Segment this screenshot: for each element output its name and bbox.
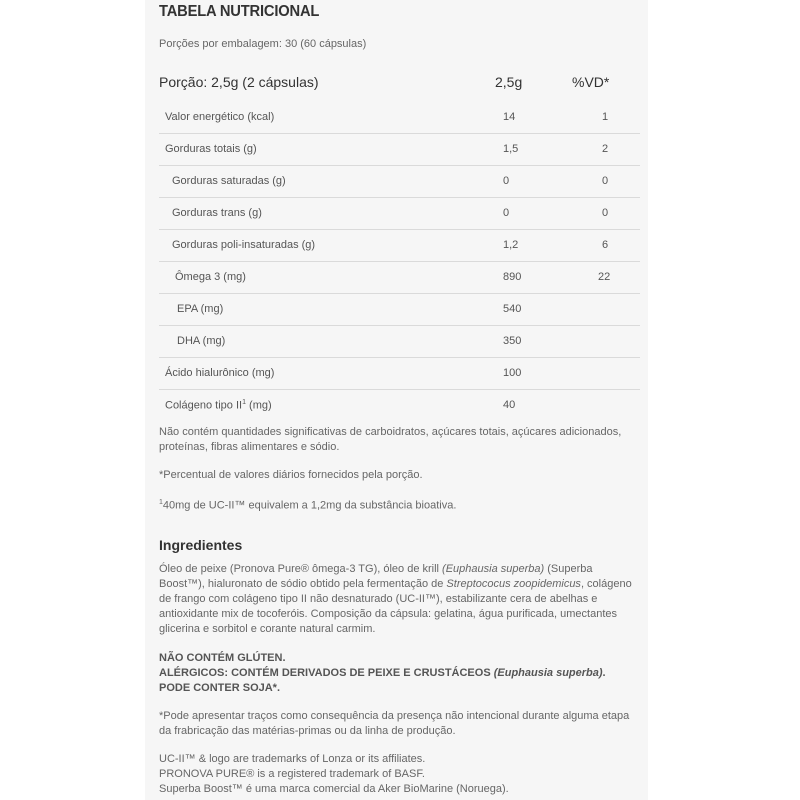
trademark-line: UC-II™ & logo are trademarks of Lonza or its affiliates. [159, 753, 426, 765]
nutrient-name: Gorduras saturadas (g) [172, 175, 286, 187]
nutrient-vd: 2 [602, 143, 609, 155]
nutrient-value: 100 [503, 367, 522, 379]
allergen-warning [159, 666, 637, 681]
table-row [159, 358, 640, 390]
nutrient-name: Gorduras poli-insaturadas (g) [172, 239, 316, 251]
nutrient-vd: 22 [598, 271, 611, 283]
nutrient-value: 1,5 [503, 143, 519, 155]
nutrient-vd: 1 [602, 111, 609, 123]
nutrient-vd: 0 [602, 175, 609, 187]
nutrient-vd: 0 [602, 207, 609, 219]
vd-header: %VD* [572, 74, 610, 90]
table-row [159, 230, 640, 262]
table-row [159, 134, 640, 166]
not-significant-note: Não contém quantidades significativas de carboidratos, açúcares totais, açúcares adicionados, proteínas, fibras alimentares e sódio. [159, 426, 622, 453]
table-row [159, 390, 640, 421]
table-row [159, 262, 640, 294]
ingredients-italic: Streptococus zoopidemicus [446, 578, 581, 590]
nutrient-name: Ácido hialurônico (mg) [165, 367, 275, 379]
trademark-line: Superba Boost™ é uma marca comercial da Aker BioMarine (Noruega). [159, 783, 509, 795]
trademarks [159, 752, 637, 797]
ingredients-part: , colágeno de frango com colágeno tipo II não desnaturado (UC-II™), estabilizante cera de abelhas e antioxidante mix de tocoferóis. Composição da cápsula: gelatina, água purificada, umectantes glicerina e sorbitol e corante natural carmim. [159, 578, 632, 635]
ingredients-part: (Superba Boost™), hialuronato de sódio obtido pela fermentação de [159, 563, 593, 590]
ingredients-text [159, 562, 637, 637]
allergen-italic: (Euphausia superba) [493, 667, 603, 679]
soy-warning: PODE CONTER SOJA*. [159, 682, 281, 694]
table-row [159, 102, 640, 134]
nutrient-value: 0 [503, 175, 510, 187]
nutrient-name: Gorduras totais (g) [165, 143, 257, 155]
portions-per-package: Porções por embalagem: 30 (60 cápsulas) [159, 38, 367, 50]
nutrient-name: Ômega 3 (mg) [175, 271, 246, 283]
nutrient-name: Gorduras trans (g) [172, 207, 262, 219]
portion-header: Porção: 2,5g (2 cápsulas) [159, 74, 319, 90]
nutrition-table [159, 102, 640, 421]
footnote [159, 495, 637, 514]
nutrient-value: 0 [503, 207, 510, 219]
nutrient-name [165, 399, 272, 412]
table-header [159, 74, 634, 94]
nutrient-value: 540 [503, 303, 522, 315]
nutrient-name: EPA (mg) [177, 303, 224, 315]
allergen-text: ALÉRGICOS: CONTÉM DERIVADOS DE PEIXE E CRUSTÁCEOS [159, 667, 494, 679]
nutrient-name-text: Colágeno tipo II [165, 399, 243, 412]
table-row [159, 198, 640, 230]
ingredients-part: Óleo de peixe (Pronova Pure® ômega-3 TG), óleo de krill [159, 563, 443, 575]
amount-header: 2,5g [495, 74, 523, 90]
table-row [159, 326, 640, 358]
nutrient-name: DHA (mg) [177, 335, 226, 347]
footnote-marker: 1 [242, 399, 246, 406]
nutrient-value: 1,2 [503, 239, 519, 251]
nutrient-vd: 6 [602, 239, 609, 251]
traces-note: *Pode apresentar traços como consequência da presença não intencional durante alguma etapa da frabricação das matérias-primas ou da linha de produção. [159, 710, 630, 737]
footnote-marker: 1 [159, 499, 163, 506]
ingredients-italic: (Euphausia superba) [442, 563, 545, 575]
nutrient-value: 40 [503, 399, 516, 411]
nutrient-value: 350 [503, 335, 522, 347]
nutrient-unit: (mg) [245, 399, 272, 412]
ingredients-heading: Ingredientes [159, 537, 243, 553]
nutrient-value: 14 [503, 111, 516, 123]
gluten-warning: NÃO CONTÉM GLÚTEN. [159, 652, 286, 664]
trademark-line: PRONOVA PURE® is a registered trademark of BASF. [159, 768, 425, 780]
nutrient-name: Valor energético (kcal) [165, 111, 275, 123]
table-row [159, 166, 640, 198]
nutrition-panel [145, 0, 648, 800]
nutrient-value: 890 [503, 271, 522, 283]
allergen-text: . [602, 667, 606, 679]
percent-note: *Percentual de valores diários fornecidos pela porção. [159, 469, 423, 481]
table-row [159, 294, 640, 326]
footnote-text: 40mg de UC-II™ equivalem a 1,2mg da substância bioativa. [162, 499, 457, 512]
allergens-block [159, 651, 637, 696]
page-title: TABELA NUTRICIONAL [159, 3, 320, 20]
